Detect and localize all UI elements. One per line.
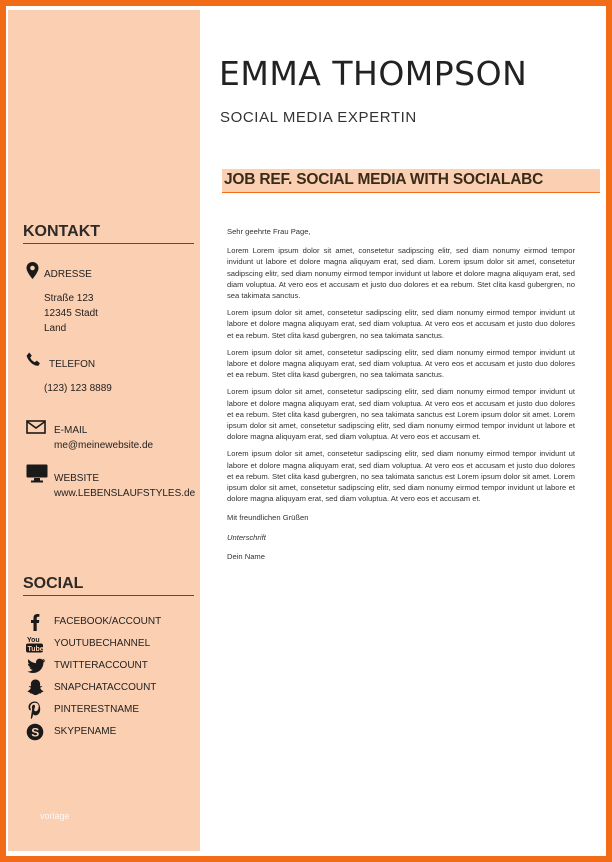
phone-value: (123) 123 8889	[44, 383, 112, 394]
svg-text:S: S	[31, 725, 40, 740]
letter-paragraph: Lorem ipsum dolor sit amet, consetetur sadipscing elitr, sed diam nonumy eirmod tempor invidunt ut labore et dolore magna aliquyam erat, sed diam voluptua. At vero eos et accusam et justo duo dolores et ea rebum. Stet clita kasd gubergren, no sea takimata sanctus est Lorem ipsum dolor sit amet. Lorem ipsum dolor sit amet, consetetur sadipscing elitr, sed diam nonumy eirmod tempor invidunt ut labore et dolore magna aliquyam erat, sed diam voluptua. At vero eos et accusam et.	[227, 449, 575, 504]
address-street: Straße 123	[44, 293, 94, 304]
social-heading: SOCIAL	[23, 575, 194, 596]
job-reference-bar	[222, 169, 600, 193]
applicant-name: EMMA THOMPSON	[219, 54, 528, 93]
email-value[interactable]: me@meinewebsite.de	[54, 440, 154, 451]
website-label: WEBSITE	[54, 473, 100, 484]
watermark: vorlage	[40, 811, 70, 821]
phone-label: TELEFON	[49, 359, 96, 370]
phone-icon	[26, 352, 42, 368]
svg-text:Tube: Tube	[27, 646, 44, 653]
location-pin-icon	[26, 262, 39, 279]
email-label: E-MAIL	[54, 425, 88, 436]
snapchat-icon	[26, 679, 46, 697]
social-label: PINTERESTNAME	[54, 704, 140, 715]
letter-signature: Unterschrift	[227, 532, 266, 542]
letter-paragraph: Lorem ipsum dolor sit amet, consetetur sadipscing elitr, sed diam nonumy eirmod tempor invidunt ut labore et dolore magna aliquyam erat, sed diam voluptua. At vero eos et accusam et justo duo dolores et ea rebum. Stet clita kasd gubergren, no sea takimata sanctus est Lorem ipsum dolor sit amet. Lorem ipsum dolor sit amet, consetetur sadipscing elitr, sed diam nonumy eirmod tempor invidunt ut labore et dolore magna aliquyam erat, sed diam voluptua. At vero eos et accusam et.	[227, 387, 575, 442]
facebook-icon	[26, 613, 46, 631]
address-city: 12345 Stadt	[44, 308, 98, 319]
letter-closing: Mit freundlichen Grüßen	[227, 513, 309, 523]
twitter-icon	[26, 657, 46, 675]
pinterest-icon	[26, 701, 46, 719]
social-label: TWITTERACCOUNT	[54, 660, 148, 671]
letter-paragraph: Lorem ipsum dolor sit amet, consetetur sadipscing elitr, sed diam nonumy eirmod tempor invidunt ut labore et dolore magna aliquyam erat, sed diam voluptua. At vero eos et accusam et justo duo dolores et ea rebum. Stet clita kasd gubergren, no sea takimata sanctus.	[227, 308, 575, 340]
youtube-icon	[26, 635, 46, 653]
address-country: Land	[44, 323, 67, 334]
social-label: SNAPCHATACCOUNT	[54, 682, 157, 693]
cover-letter	[227, 226, 575, 568]
job-reference: JOB REF. SOCIAL MEDIA WITH SOCIALABC	[224, 171, 544, 188]
contact-heading: KONTAKT	[23, 223, 194, 244]
letter-signer: Dein Name	[227, 551, 265, 561]
social-label: YOUTUBECHANNEL	[54, 638, 151, 649]
address-label: ADRESSE	[44, 269, 92, 280]
sidebar	[8, 10, 200, 851]
social-label: SKYPENAME	[54, 726, 117, 737]
social-label: FACEBOOK/ACCOUNT	[54, 616, 162, 627]
svg-text:You: You	[27, 637, 40, 644]
letter-paragraph: Lorem Lorem ipsum dolor sit amet, consetetur sadipscing elitr, sed diam nonumy eirmod tempor invidunt ut labore et dolore magna aliquyam erat, sed diam. Lorem ipsum dolor sit amet, consetetur sadipscing elitr, sed diam nonumy eirmod tempor invidunt ut labore et dolore magna aliquyam erat, sed diam voluptua. At vero eos et accusam et justo duo dolores et ea rebum. Stet clita kasd gubergren, no sea takimata sanctus.	[227, 246, 575, 301]
applicant-title: SOCIAL MEDIA EXPERTIN	[220, 109, 417, 126]
mail-icon	[26, 420, 46, 434]
letter-paragraph: Lorem ipsum dolor sit amet, consetetur sadipscing elitr, sed diam nonumy eirmod tempor invidunt ut labore et dolore magna aliquyam erat, sed diam voluptua. At vero eos et accusam et justo duo dolores et ea rebum. Stet clita kasd gubergren, no sea takimata sanctus.	[227, 347, 575, 380]
website-value[interactable]: www.LEBENSLAUFSTYLES.de	[54, 488, 196, 499]
letter-greeting: Sehr geehrte Frau Page,	[227, 227, 311, 236]
monitor-icon	[26, 464, 48, 483]
skype-icon	[26, 723, 46, 741]
